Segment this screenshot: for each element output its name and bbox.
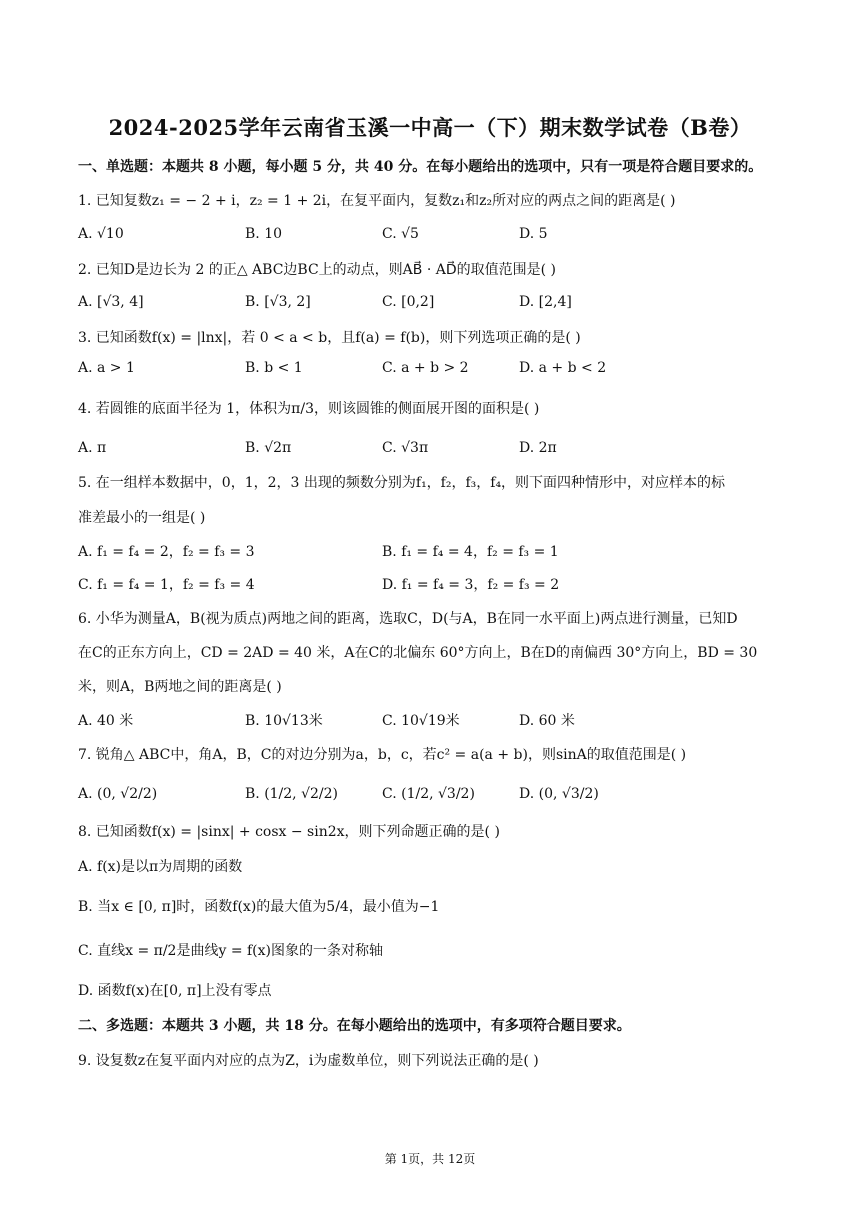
question-1-option-d: D. 5 xyxy=(519,226,548,242)
question-8-option-d: D. 函数f(x)在[0, π]上没有零点 xyxy=(78,983,272,999)
question-8-option-a: A. f(x)是以π为周期的函数 xyxy=(78,859,243,875)
question-7-option-d: D. (0, √3/2) xyxy=(519,786,599,802)
question-9-stem: 9. 设复数z在复平面内对应的点为Z，i为虚数单位，则下列说法正确的是( ) xyxy=(78,1053,539,1069)
question-5-option-b: B. f₁ = f₄ = 4，f₂ = f₃ = 1 xyxy=(382,544,559,560)
page-footer: 第 1页，共 12页 xyxy=(384,1152,476,1166)
question-4-option-b: B. √2π xyxy=(245,440,292,456)
question-5-option-a: A. f₁ = f₄ = 2，f₂ = f₃ = 3 xyxy=(78,544,255,560)
question-1-option-c: C. √5 xyxy=(382,226,419,242)
question-3-option-a: A. a > 1 xyxy=(78,360,135,376)
question-2-option-b: B. [√3, 2] xyxy=(245,294,311,310)
question-2-option-d: D. [2,4] xyxy=(519,294,572,310)
question-4-stem: 4. 若圆锥的底面半径为 1，体积为π/3，则该圆锥的侧面展开图的面积是( ) xyxy=(78,401,540,417)
question-8-option-b: B. 当x ∈ [0, π]时，函数f(x)的最大值为5/4，最小值为−1 xyxy=(78,899,440,915)
question-4-option-c: C. √3π xyxy=(382,440,429,456)
question-5-stem-line-1: 5. 在一组样本数据中，0，1，2，3 出现的频数分别为f₁，f₂，f₃，f₄，则下面四种情形中，对应样本的标 xyxy=(78,475,726,491)
question-5-option-c: C. f₁ = f₄ = 1，f₂ = f₃ = 4 xyxy=(78,577,255,593)
question-7-option-b: B. (1/2, √2/2) xyxy=(245,786,338,802)
question-7-stem: 7. 锐角△ ABC中，角A，B，C的对边分别为a，b，c，若c² = a(a + b)，则sinA的取值范围是( ) xyxy=(78,747,687,763)
question-4-option-a: A. π xyxy=(78,440,107,456)
question-2-option-c: C. [0,2] xyxy=(382,294,435,310)
question-8-stem: 8. 已知函数f(x) = |sinx| + cosx − sin2x，则下列命题正确的是( ) xyxy=(78,824,500,840)
question-2-option-a: A. [√3, 4] xyxy=(78,294,144,310)
question-3-stem: 3. 已知函数f(x) = |lnx|，若 0 < a < b，且f(a) = f(b)，则下列选项正确的是( ) xyxy=(78,330,581,346)
question-4-option-d: D. 2π xyxy=(519,440,557,456)
question-3-option-d: D. a + b < 2 xyxy=(519,360,607,376)
question-7-option-c: C. (1/2, √3/2) xyxy=(382,786,475,802)
question-3-option-c: C. a + b > 2 xyxy=(382,360,469,376)
question-7-option-a: A. (0, √2/2) xyxy=(78,786,158,802)
question-6-option-a: A. 40 米 xyxy=(78,713,134,729)
question-5-stem-line-2: 准差最小的一组是( ) xyxy=(78,510,206,526)
section-single-choice-heading: 一、单选题：本题共 8 小题，每小题 5 分，共 40 分。在每小题给出的选项中，只有一项是符合题目要求的。 xyxy=(78,159,763,175)
page-title: 2024-2025学年云南省玉溪一中高一（下）期末数学试卷（B卷） xyxy=(108,115,752,140)
question-8-option-c: C. 直线x = π/2是曲线y = f(x)图象的一条对称轴 xyxy=(78,943,384,959)
question-6-option-b: B. 10√13米 xyxy=(245,713,323,729)
question-2-stem: 2. 已知D是边长为 2 的正△ ABC边BC上的动点，则AB⃗ · AD⃗的取值范围是( ) xyxy=(78,262,557,278)
question-5-option-d: D. f₁ = f₄ = 3，f₂ = f₃ = 2 xyxy=(382,577,560,593)
question-6-option-d: D. 60 米 xyxy=(519,713,575,729)
section-multiple-choice-heading: 二、多选题：本题共 3 小题，共 18 分。在每小题给出的选项中，有多项符合题目要求。 xyxy=(78,1018,631,1034)
question-1-option-a: A. √10 xyxy=(78,226,124,242)
question-1-stem: 1. 已知复数z₁ = − 2 + i，z₂ = 1 + 2i，在复平面内，复数z₁和z₂所对应的两点之间的距离是( ) xyxy=(78,193,676,209)
question-6-stem-line-1: 6. 小华为测量A，B(视为质点)两地之间的距离，选取C，D(与A，B在同一水平面上)两点进行测量，已知D xyxy=(78,611,738,627)
question-6-stem-line-3: 米，则A，B两地之间的距离是( ) xyxy=(78,679,282,695)
question-3-option-b: B. b < 1 xyxy=(245,360,303,376)
question-6-stem-line-2: 在C的正东方向上，CD = 2AD = 40 米，A在C的北偏东 60°方向上，B在D的南偏西 30°方向上，BD = 30 xyxy=(78,645,758,661)
question-1-option-b: B. 10 xyxy=(245,226,283,242)
question-6-option-c: C. 10√19米 xyxy=(382,713,460,729)
